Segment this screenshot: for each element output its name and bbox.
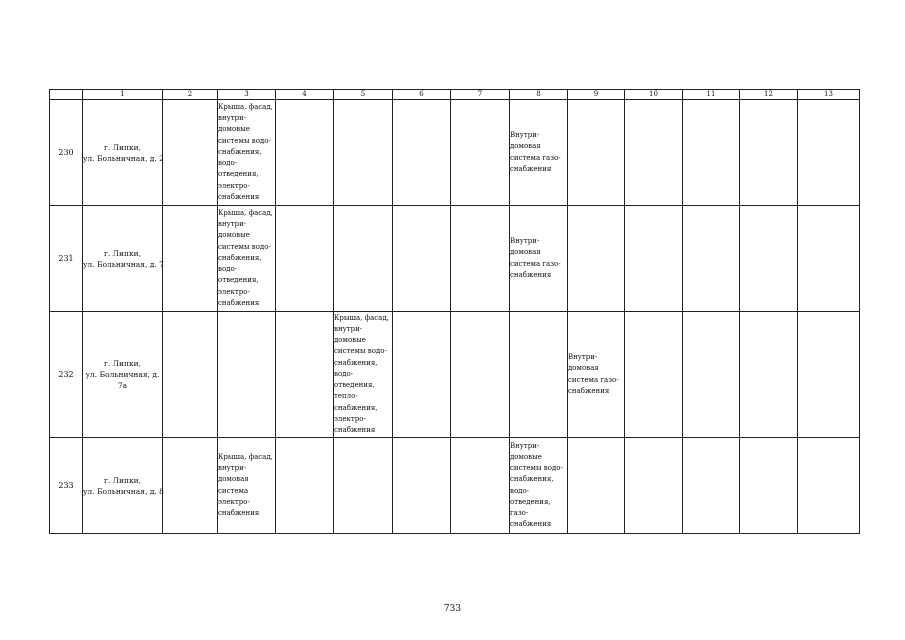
address-line: ул. Больничная, д. 2	[83, 153, 164, 163]
works-line: снабжения,	[218, 253, 262, 262]
empty-cell	[625, 206, 683, 312]
works-line: внутри-	[334, 325, 363, 334]
works-cell	[218, 100, 276, 206]
works-line: отведения,	[218, 276, 259, 285]
header-cell: 7	[451, 90, 510, 100]
address-line: ул. Больничная, д.	[85, 370, 160, 379]
works-line: системы водо-	[334, 347, 387, 356]
works-line: снабжения	[510, 270, 552, 279]
empty-cell	[510, 312, 568, 438]
table-row	[50, 100, 860, 206]
works-line: снабжения	[510, 520, 552, 529]
empty-cell	[740, 438, 798, 534]
works-cell	[218, 438, 276, 534]
empty-cell	[276, 438, 334, 534]
row-number: 232	[50, 312, 83, 438]
empty-cell	[568, 438, 625, 534]
works-line: снабжения	[218, 508, 260, 517]
empty-cell	[625, 438, 683, 534]
works-line: электро-	[218, 287, 250, 296]
works-line: домовые	[510, 452, 542, 461]
row-number: 231	[50, 206, 83, 312]
address-line: г. Липки,	[103, 248, 142, 258]
works-line: водо-	[334, 369, 354, 378]
empty-cell	[625, 312, 683, 438]
works-line: снабжения	[218, 192, 260, 201]
works-line: домовые	[334, 336, 366, 345]
empty-cell	[740, 206, 798, 312]
empty-cell	[798, 100, 860, 206]
header-cell: 13	[798, 90, 860, 100]
row-number: 233	[50, 438, 83, 534]
empty-cell	[568, 206, 625, 312]
repair-schedule-table	[49, 89, 860, 534]
empty-cell	[393, 100, 451, 206]
address-line: ул. Больничная, д. 8	[83, 486, 164, 496]
works-line: домовая	[568, 364, 599, 373]
works-line: снабжения	[568, 386, 610, 395]
works-line: система газо-	[510, 259, 561, 268]
address-cell	[83, 312, 163, 438]
works-cell	[218, 206, 276, 312]
works-line: система газо-	[568, 375, 619, 384]
header-row	[50, 90, 860, 100]
works-line: снабжения	[510, 164, 552, 173]
header-cell: 9	[568, 90, 625, 100]
works-line: системы водо-	[218, 136, 271, 145]
empty-cell	[393, 438, 451, 534]
empty-cell	[451, 438, 510, 534]
empty-cell	[568, 100, 625, 206]
works-line: домовые	[218, 125, 250, 134]
empty-cell	[163, 100, 218, 206]
works-line: Внутри-	[568, 353, 598, 362]
works-line: отведения,	[510, 497, 551, 506]
works-line: снабжения	[218, 298, 260, 307]
works-cell	[510, 100, 568, 206]
table-row	[50, 312, 860, 438]
works-line: внутри-	[218, 220, 247, 229]
empty-cell	[163, 206, 218, 312]
empty-cell	[740, 100, 798, 206]
empty-cell	[163, 312, 218, 438]
works-line: Крыша, фасад,	[334, 313, 389, 322]
empty-cell	[218, 312, 276, 438]
works-cell	[334, 312, 393, 438]
header-cell: 1	[83, 90, 163, 100]
address-line: г. Липки,	[103, 359, 142, 368]
empty-cell	[334, 206, 393, 312]
header-cell: 10	[625, 90, 683, 100]
works-cell	[510, 438, 568, 534]
works-line: снабжения,	[218, 147, 262, 156]
works-line: электро-	[218, 181, 250, 190]
table-row	[50, 206, 860, 312]
empty-cell	[451, 312, 510, 438]
works-line: домовая	[510, 142, 541, 151]
works-cell	[568, 312, 625, 438]
empty-cell	[393, 312, 451, 438]
works-line: системы водо-	[218, 242, 271, 251]
works-line: система газо-	[510, 153, 561, 162]
works-line: внутри-	[218, 114, 247, 123]
works-cell	[510, 206, 568, 312]
empty-cell	[276, 100, 334, 206]
empty-cell	[683, 438, 740, 534]
empty-cell	[798, 312, 860, 438]
empty-cell	[683, 100, 740, 206]
works-line: снабжения	[334, 425, 376, 434]
works-line: водо-	[510, 486, 530, 495]
address-line: 7а	[117, 381, 128, 390]
empty-cell	[625, 100, 683, 206]
header-cell: 4	[276, 90, 334, 100]
works-line: домовые	[218, 231, 250, 240]
address-cell	[83, 206, 163, 312]
works-line: Внутри-	[510, 441, 540, 450]
works-line: система	[218, 486, 249, 495]
address-cell	[83, 100, 163, 206]
works-line: Внутри-	[510, 131, 540, 140]
works-line: газо-	[510, 508, 529, 517]
empty-cell	[163, 438, 218, 534]
address-line: г. Липки,	[103, 475, 142, 485]
works-line: внутри-	[218, 464, 247, 473]
header-cell: 3	[218, 90, 276, 100]
works-line: Крыша, фасад,	[218, 452, 273, 461]
empty-cell	[683, 206, 740, 312]
header-cell: 8	[510, 90, 568, 100]
works-line: электро-	[218, 497, 250, 506]
works-line: Крыша, фасад,	[218, 209, 273, 218]
header-cell: 6	[393, 90, 451, 100]
empty-cell	[798, 206, 860, 312]
works-line: снабжения,	[510, 475, 554, 484]
works-line: снабжения,	[334, 358, 378, 367]
works-line: Внутри-	[510, 237, 540, 246]
empty-cell	[798, 438, 860, 534]
address-cell	[83, 438, 163, 534]
header-cell	[50, 90, 83, 100]
address-line: ул. Больничная, д. 7	[83, 259, 164, 269]
works-line: водо-	[218, 159, 238, 168]
header-cell: 5	[334, 90, 393, 100]
empty-cell	[393, 206, 451, 312]
works-line: водо-	[218, 265, 238, 274]
empty-cell	[740, 312, 798, 438]
address-line: г. Липки,	[103, 142, 142, 152]
empty-cell	[683, 312, 740, 438]
works-line: тепло-	[334, 392, 358, 401]
works-line: отведения,	[218, 170, 259, 179]
row-number: 230	[50, 100, 83, 206]
works-line: отведения,	[334, 381, 375, 390]
header-cell: 11	[683, 90, 740, 100]
works-line: домовая	[510, 248, 541, 257]
header-cell: 12	[740, 90, 798, 100]
empty-cell	[276, 312, 334, 438]
page-number: 733	[443, 604, 462, 614]
header-cell: 2	[163, 90, 218, 100]
works-line: электро-	[334, 414, 366, 423]
table-row	[50, 438, 860, 534]
empty-cell	[451, 100, 510, 206]
works-line: системы водо-	[510, 464, 563, 473]
empty-cell	[276, 206, 334, 312]
works-line: снабжения,	[334, 403, 378, 412]
empty-cell	[451, 206, 510, 312]
works-line: Крыша, фасад,	[218, 103, 273, 112]
works-line: домовая	[218, 475, 249, 484]
empty-cell	[334, 438, 393, 534]
empty-cell	[334, 100, 393, 206]
